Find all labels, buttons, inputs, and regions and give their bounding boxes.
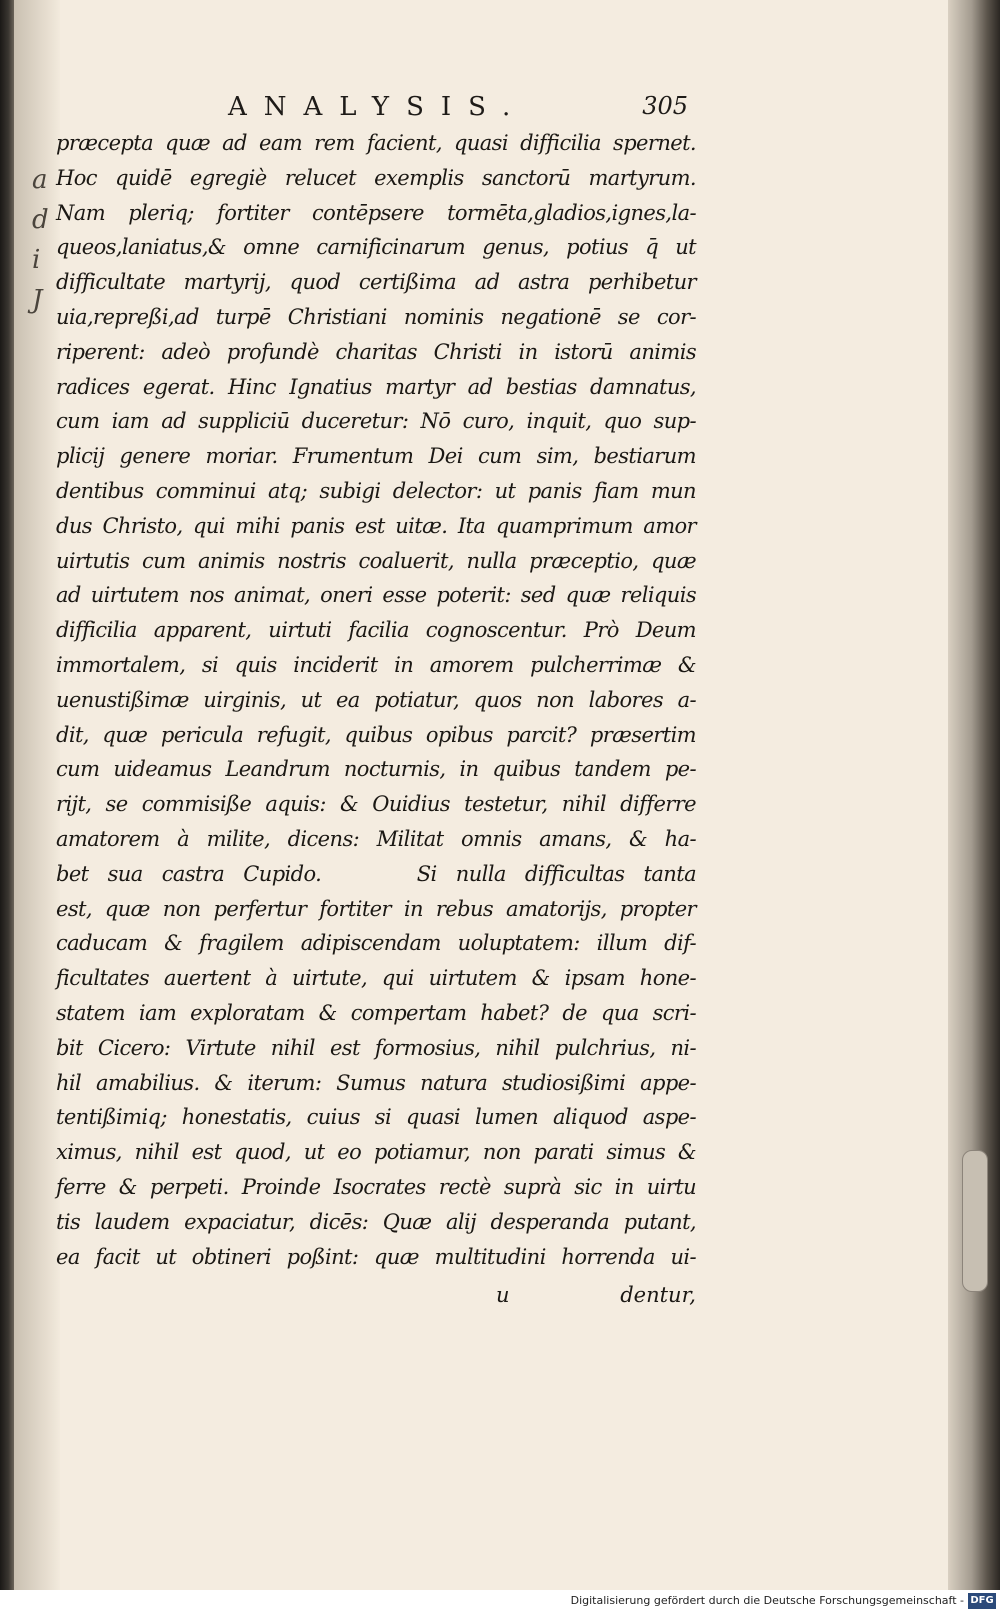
text-line: immortalem, si quis inciderit in amorem pulcherrimæ & [56,652,696,677]
text-line: statem iam exploratam & compertam habet? de qua scri- [56,1000,696,1025]
gutter [14,0,60,1590]
text-line: queos,laniatus,& omne carnificinarum genus, potius q̄ ut [56,235,696,260]
text-line: ferre & perpeti. Proinde Isocrates rectè suprà sic in uirtu [56,1174,696,1199]
catchword: dentur, [620,1283,696,1307]
text-line: dit, quæ pericula refugit, quibus opibus parcit? præsertim [56,722,696,747]
running-head: ANALYSIS. [228,92,528,122]
text-line: præcepta quæ ad eam rem facient, quasi difficilia spernet. [56,131,696,155]
catchword-row [56,1283,696,1317]
gutter-letter: d [32,205,49,235]
text-line: caducam & fragilem adipiscendam uoluptatem: illum dif- [56,931,696,956]
text-line: rijt, se commisiße aquis: & Ouidius testetur, nihil differre [56,792,696,817]
body-text [56,126,696,1274]
text-line: bit Cicero: Virtute nihil est formosius, nihil pulchrius, ni- [56,1035,696,1060]
text-line: difficultate martyrij, quod certißima ad astra perhibetur [56,270,696,295]
text-line: est, quæ non perfertur fortiter in rebus amatorijs, propter [56,896,696,921]
text-line: ficultates auertent à uirtute, qui uirtutem & ipsam hone- [56,966,696,991]
text-line: riperent: adeò profundè charitas Christi in istorū animis [56,339,696,364]
gutter-letter: a [32,165,48,195]
text-line: tis laudem expaciatur, dicēs: Quæ alij desperanda putant, [56,1209,696,1234]
text-line: Nam pleriq; fortiter contēpsere tormēta,gladios,ignes,la- [56,200,696,225]
page-number: 305 [642,92,688,120]
text-line: difficilia apparent, uirtuti facilia cognoscentur. Prò Deum [56,618,696,643]
gutter-letter: J [32,285,43,315]
text-line: cum uideamus Leandrum nocturnis, in quibus tandem pe- [56,757,696,782]
text-line: uenustißimæ uirginis, ut ea potiatur, quos non labores a- [56,687,696,712]
funding-credit: Digitalisierung gefördert durch die Deutsche Forschungsgemeinschaft - [570,1594,964,1607]
page-tab [962,1150,988,1292]
text-line: Hoc quidē egregiè relucet exemplis sanctorū martyrum. [56,165,696,190]
book-spine [0,0,14,1590]
text-line: bet sua castra Cupido. Si nulla difficultas tanta [56,861,696,886]
text-line: amatorem à milite, dicens: Militat omnis amans, & ha- [56,826,696,851]
text-line: cum iam ad suppliciū duceretur: Nō curo, inquit, quo sup- [56,409,696,434]
text-line: dus Christo, qui mihi panis est uitæ. Ita quamprimum amor [56,513,696,538]
text-line: tentißimiq; honestatis, cuius si quasi lumen aliquod aspe- [56,1105,696,1130]
text-line: radices egerat. Hinc Ignatius martyr ad bestias damnatus, [56,374,696,399]
text-line: plicij genere moriar. Frumentum Dei cum sim, bestiarum [56,444,696,469]
text-line: dentibus comminui atq; subigi delector: ut panis fiam mun [56,478,696,503]
text-line: uia,repreßi,ad turpē Christiani nominis negationē se cor- [56,304,696,329]
text-line: uirtutis cum animis nostris coaluerit, nulla præceptio, quæ [56,548,696,573]
text-line: ximus, nihil est quod, ut eo potiamur, non parati simus & [56,1140,696,1165]
dfg-logo: DFG [968,1593,996,1609]
text-line: ea facit ut obtineri poßint: quæ multitudini horrenda ui- [56,1244,696,1269]
text-line: ad uirtutem nos animat, oneri esse poterit: sed quæ reliquis [56,583,696,608]
text-line: hil amabilius. & iterum: Sumus natura studiosißimi appe- [56,1070,696,1095]
digitization-footer [0,1590,1000,1613]
page-edge [948,0,1000,1590]
gutter-letter: i [32,245,41,275]
signature-mark: u [496,1283,510,1307]
